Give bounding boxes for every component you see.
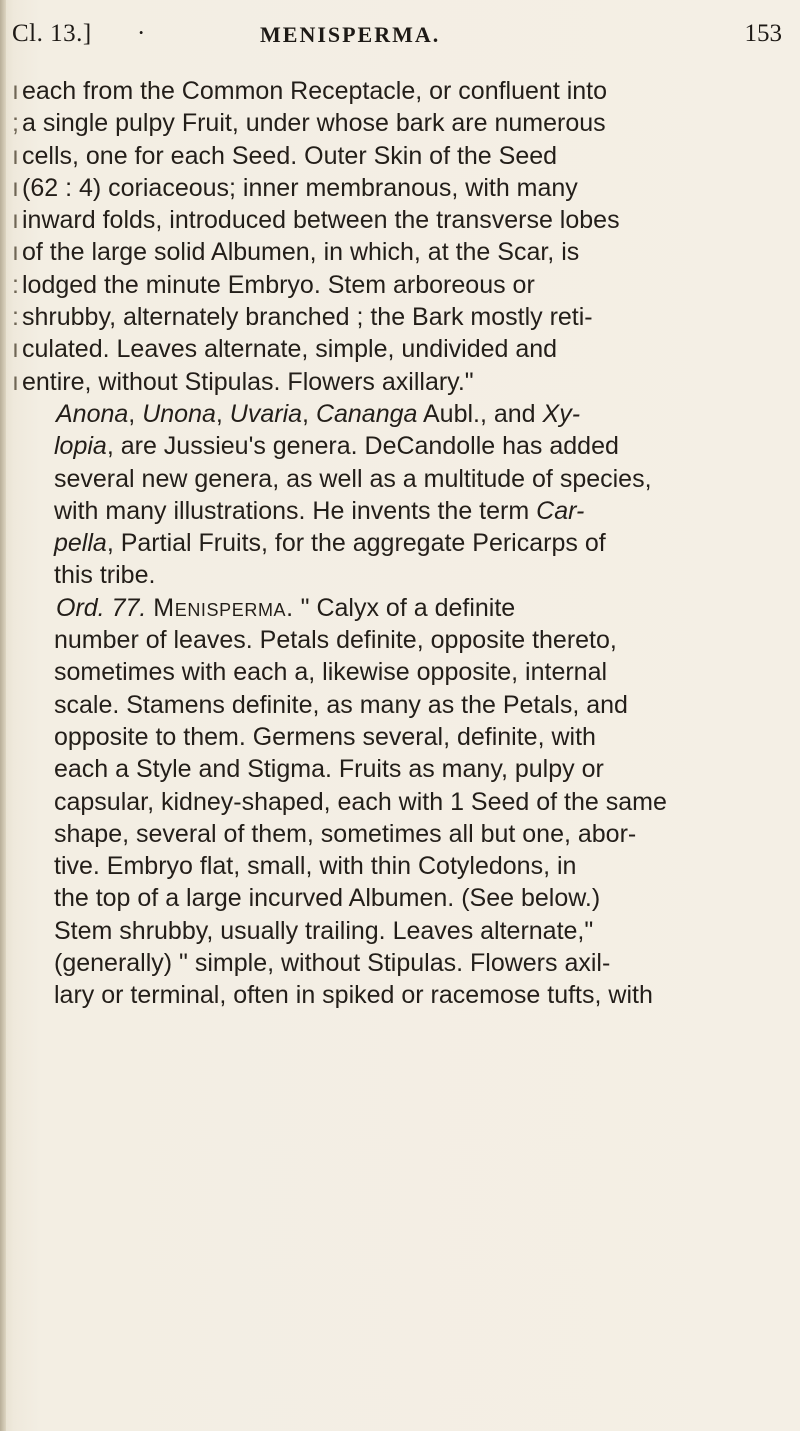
genus-name: Uvaria (229, 399, 303, 428)
text-line: ; a single pulpy Fruit, under whose bark are numerous (12, 107, 792, 139)
margin-mark: ı (12, 335, 19, 364)
genus-name: Cananga (315, 399, 418, 428)
order-number: 77. (111, 593, 147, 622)
genus-name: lopia (54, 432, 107, 461)
text-line: with many illustrations. He invents the term Car- (54, 496, 585, 525)
text-line: the top of a large incurved Albumen. (See below.) (54, 884, 601, 913)
text-line: opposite to them. Germens several, definite, with (54, 722, 596, 751)
margin-mark: ı (12, 173, 19, 202)
text-line: ı of the large solid Albumen, in which, at the Scar, is (12, 236, 792, 268)
margin-mark: ; (12, 109, 19, 138)
order-name: Menisperma. (153, 593, 294, 622)
order-label: Ord. (56, 593, 105, 622)
text-line: pella, Partial Fruits, for the aggregate Pericarps of (54, 529, 606, 558)
text-line: several new genera, as well as a multitude of species, (54, 464, 652, 493)
text-line: : lodged the minute Embryo. Stem arboreous or (12, 269, 792, 301)
genus-name: Unona (142, 399, 216, 428)
running-header (12, 20, 782, 60)
term: pella (54, 529, 107, 558)
margin-mark: ı (12, 77, 19, 105)
genus-name: Xy- (542, 399, 581, 428)
genus-name: Anona (56, 399, 129, 428)
text-line: scale. Stamens definite, as many as the Petals, and (54, 690, 628, 719)
term: Car- (536, 496, 585, 525)
text-line: ı entire, without Stipulas. Flowers axillary." (12, 366, 792, 398)
text-line: capsular, kidney-shaped, each with 1 Seed of the same (54, 787, 667, 816)
text-line: ı each from the Common Receptacle, or confluent into (12, 75, 792, 107)
text-line: ı culated. Leaves alternate, simple, undivided and (12, 333, 792, 365)
text-line: ı (62 : 4) coriaceous; inner membranous, with many (12, 172, 792, 204)
body-text (12, 75, 792, 1012)
running-title: MENISPERMA. (260, 22, 441, 47)
text-line: shape, several of them, sometimes all but one, abor- (54, 819, 637, 848)
margin-mark: : (12, 303, 19, 332)
class-reference: Cl. 13.] (12, 20, 92, 47)
margin-mark: ı (12, 367, 19, 396)
page-number: 153 (744, 20, 782, 47)
text-line: number of leaves. Petals definite, opposite thereto, (54, 626, 617, 655)
text-line: Stem shrubby, usually trailing. Leaves alternate," (54, 916, 594, 945)
margin-mark: : (12, 270, 19, 299)
text-line: lary or terminal, often in spiked or racemose tufts, with (54, 981, 653, 1010)
margin-mark: ı (12, 141, 19, 170)
text-line: ı cells, one for each Seed. Outer Skin of the Seed (12, 140, 792, 172)
margin-mark: ı (12, 206, 19, 235)
text-line: this tribe. (54, 561, 156, 590)
header-separator: · (137, 20, 146, 47)
text-line: sometimes with each a, likewise opposite, internal (54, 658, 608, 687)
text-line: (generally) " simple, without Stipulas. Flowers axil- (54, 949, 611, 978)
margin-mark: ı (12, 238, 19, 267)
text-line: ı inward folds, introduced between the transverse lobes (12, 204, 792, 236)
text-line: lopia, are Jussieu's genera. DeCandolle has added (54, 432, 619, 461)
text-line: Anona, Unona, Uvaria, Cananga Aubl., and Xy- (56, 399, 581, 428)
page-gutter (0, 0, 6, 1431)
text-line: : shrubby, alternately branched ; the Bark mostly reti- (12, 301, 792, 333)
text-line: each a Style and Stigma. Fruits as many, pulpy or (54, 755, 604, 784)
text-line: Ord. 77. Menisperma. " Calyx of a definite (56, 593, 516, 622)
text-line: tive. Embryo flat, small, with thin Cotyledons, in (54, 852, 577, 881)
